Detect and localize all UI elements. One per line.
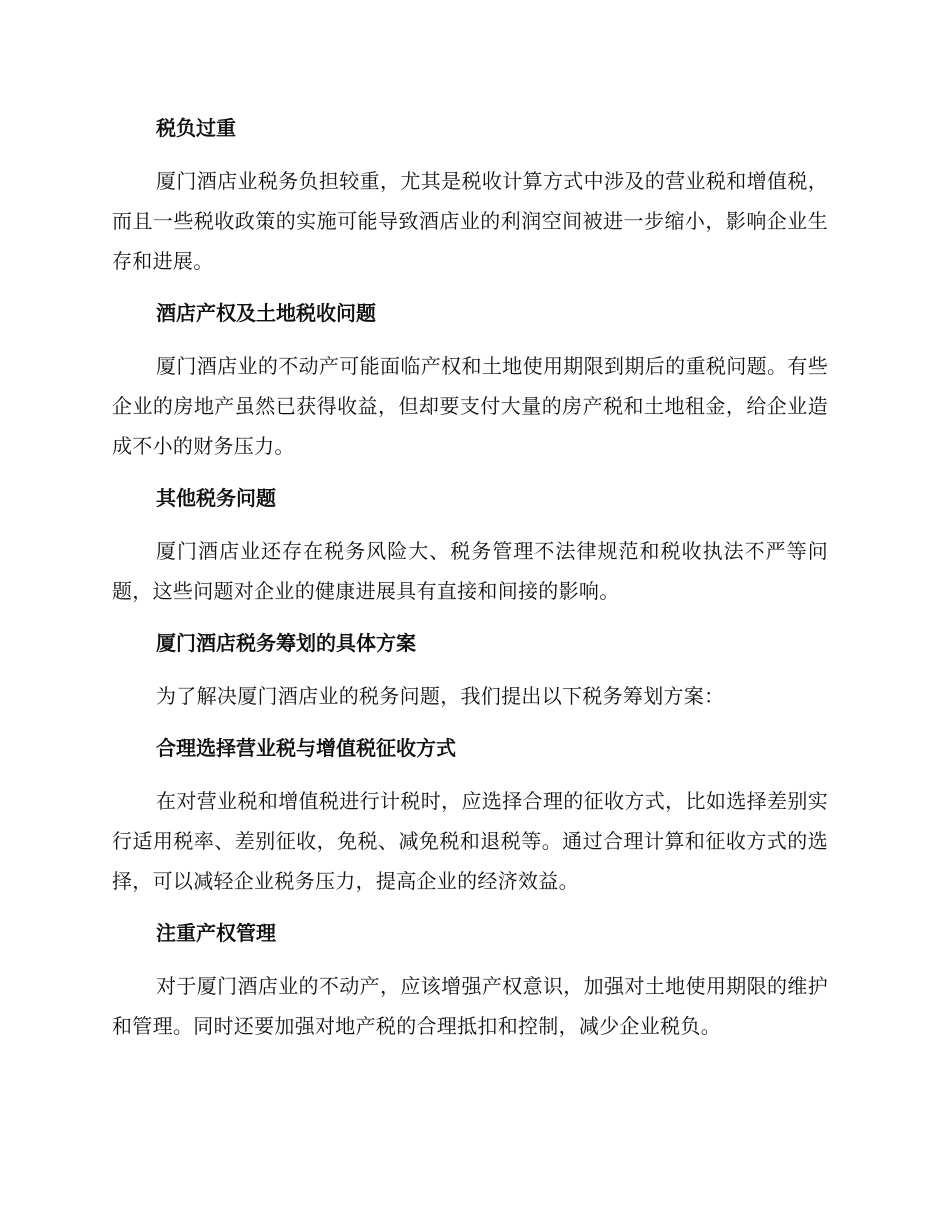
section-paragraph: 厦门酒店业的不动产可能面临产权和土地使用期限到期后的重税问题。有些企业的房地产虽然已获得收益，但却要支付大量的房产税和土地租金，给企业造成不小的财务压力。 <box>112 354 828 458</box>
section-heading: 注重产权管理 <box>156 921 276 945</box>
section-heading: 税负过重 <box>156 116 236 140</box>
section-heading: 其他税务问题 <box>156 486 276 510</box>
section-heading: 厦门酒店税务筹划的具体方案 <box>156 631 416 655</box>
section-paragraph: 为了解决厦门酒店业的税务问题，我们提出以下税务筹划方案： <box>156 684 725 708</box>
section-heading: 酒店产权及土地税收问题 <box>156 301 376 325</box>
section-paragraph: 厦门酒店业还存在税务风险大、税务管理不法律规范和税收执法不严等问题，这些问题对企业的健康进展具有直接和间接的影响。 <box>112 539 828 603</box>
document-body <box>112 108 828 1058</box>
section-paragraph: 厦门酒店业税务负担较重，尤其是税收计算方式中涉及的营业税和增值税，而且一些税收政策的实施可能导致酒店业的利润空间被进一步缩小，影响企业生存和进展。 <box>112 169 828 273</box>
section-heading: 合理选择营业税与增值税征收方式 <box>156 736 456 760</box>
section-paragraph: 对于厦门酒店业的不动产，应该增强产权意识，加强对土地使用期限的维护和管理。同时还要加强对地产税的合理抵扣和控制，减少企业税负。 <box>112 974 828 1038</box>
section-paragraph: 在对营业税和增值税进行计税时，应选择合理的征收方式，比如选择差别实行适用税率、差别征收，免税、减免税和退税等。通过合理计算和征收方式的选择，可以减轻企业税务压力，提高企业的经济效益。 <box>112 789 828 893</box>
